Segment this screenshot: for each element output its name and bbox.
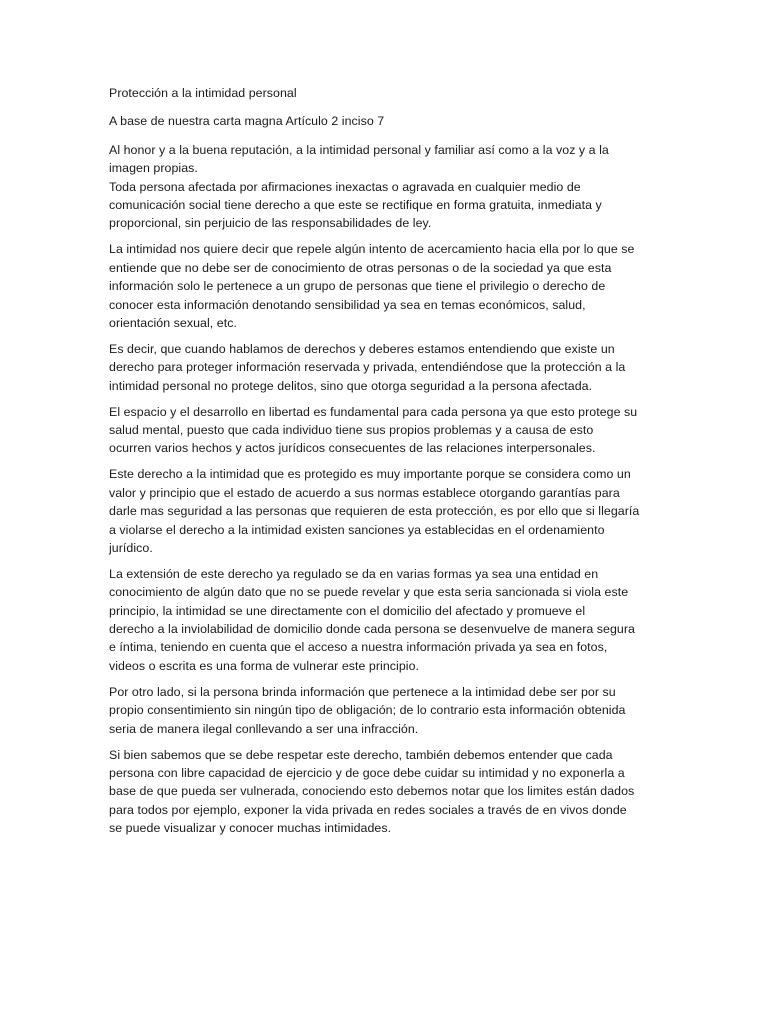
text-line: Si bien sabemos que se debe respetar este derecho, también debemos entender que cada	[109, 747, 613, 762]
text-line: La extensión de este derecho ya regulado se da en varias formas ya sea una entidad en	[109, 566, 599, 581]
paragraph-1	[109, 141, 661, 233]
text-line: derecho a la inviolabilidad de domicilio donde cada persona se desenvuelve de manera segura	[109, 622, 635, 637]
document-page	[109, 84, 661, 845]
text-line: Es decir, que cuando hablamos de derechos y deberes estamos entendiendo que existe un	[109, 341, 615, 356]
text-line: derecho para proteger información reservada y privada, entendiéndose que la protección a la	[109, 360, 626, 375]
text-line: A base de nuestra carta magna Artículo 2 inciso 7	[109, 114, 385, 129]
text-line: imagen propias.	[109, 161, 198, 176]
text-line: propio consentimiento sin ningún tipo de obligación; de lo contrario esta información obtenida	[109, 703, 626, 718]
text-line: proporcional, sin perjuicio de las responsabilidades de ley.	[109, 216, 432, 231]
paragraph-2	[109, 240, 661, 332]
paragraph-6	[109, 565, 661, 675]
text-line: comunicación social tiene derecho a que este se rectifique en forma gratuita, inmediata y	[109, 198, 602, 213]
text-line: valor y principio que el estado de acuerdo a sus normas establece otorgando garantías para	[109, 485, 620, 500]
text-line: principio, la intimidad se une directamente con el domicilio del afectado y promueve el	[109, 603, 586, 618]
paragraph-4	[109, 403, 661, 458]
text-line: darle mas seguridad a las personas que requieren de esta protección, es por ello que si llegaría	[109, 504, 640, 519]
text-line: El espacio y el desarrollo en libertad es fundamental para cada persona ya que esto protege su	[109, 404, 638, 419]
text-line: Por otro lado, si la persona brinda información que pertenece a la intimidad debe ser por su	[109, 684, 616, 699]
text-line: a violarse el derecho a la intimidad existen sanciones ya establecidas en el ordenamiento	[109, 522, 605, 537]
text-line: La intimidad nos quiere decir que repele algún intento de acercamiento hacia ella por lo que se	[109, 242, 635, 257]
text-line: para todos por ejemplo, exponer la vida privada en redes sociales a través de en vivos donde	[109, 802, 627, 817]
text-line: intimidad personal no protege delitos, sino que otorga seguridad a la persona afectada.	[109, 378, 593, 393]
paragraph-3	[109, 340, 661, 395]
document-title	[109, 84, 661, 102]
text-line: Protección a la intimidad personal	[109, 86, 297, 100]
text-line: videos o escrita es una forma de vulnerar este principio.	[109, 658, 420, 673]
text-line: Toda persona afectada por afirmaciones inexactas o agravada en cualquier medio de	[109, 179, 581, 194]
document-subtitle	[109, 112, 661, 130]
paragraph-7	[109, 683, 661, 738]
text-line: información solo le pertenece a un grupo de personas que tiene el privilegio o derecho de	[109, 279, 606, 294]
text-line: e íntima, teniendo en cuenta que el acceso a nuestra información privada ya sea en fotos,	[109, 640, 608, 655]
text-line: se puede visualizar y conocer muchas intimidades.	[109, 821, 392, 836]
paragraph-8	[109, 746, 661, 838]
text-line: seria de manera ilegal conllevando a ser una infracción.	[109, 721, 419, 736]
text-line: conocimiento de algún dato que no se puede revelar y que esta seria sancionada si viola este	[109, 585, 629, 600]
text-line: Este derecho a la intimidad que es protegido es muy importante porque se considera como un	[109, 467, 631, 482]
text-line: conocer esta información denotando sensibilidad ya sea en temas económicos, salud,	[109, 297, 586, 312]
text-line: Al honor y a la buena reputación, a la intimidad personal y familiar así como a la voz y a la	[109, 142, 609, 157]
text-line: base de que pueda ser vulnerada, conociendo esto debemos notar que los limites están dados	[109, 784, 635, 799]
text-line: orientación sexual, etc.	[109, 315, 237, 330]
text-line: ocurren varios hechos y actos jurídicos consecuentes de las relaciones interpersonales.	[109, 441, 596, 456]
text-line: entiende que no debe ser de conocimiento de otras personas o de la sociedad ya que esta	[109, 260, 612, 275]
text-line: jurídico.	[109, 540, 153, 555]
text-line: persona con libre capacidad de ejercicio y de goce debe cuidar su intimidad y no exponerla a	[109, 765, 625, 780]
paragraph-5	[109, 465, 661, 557]
text-line: salud mental, puesto que cada individuo tiene sus propios problemas y a causa de esto	[109, 423, 594, 437]
